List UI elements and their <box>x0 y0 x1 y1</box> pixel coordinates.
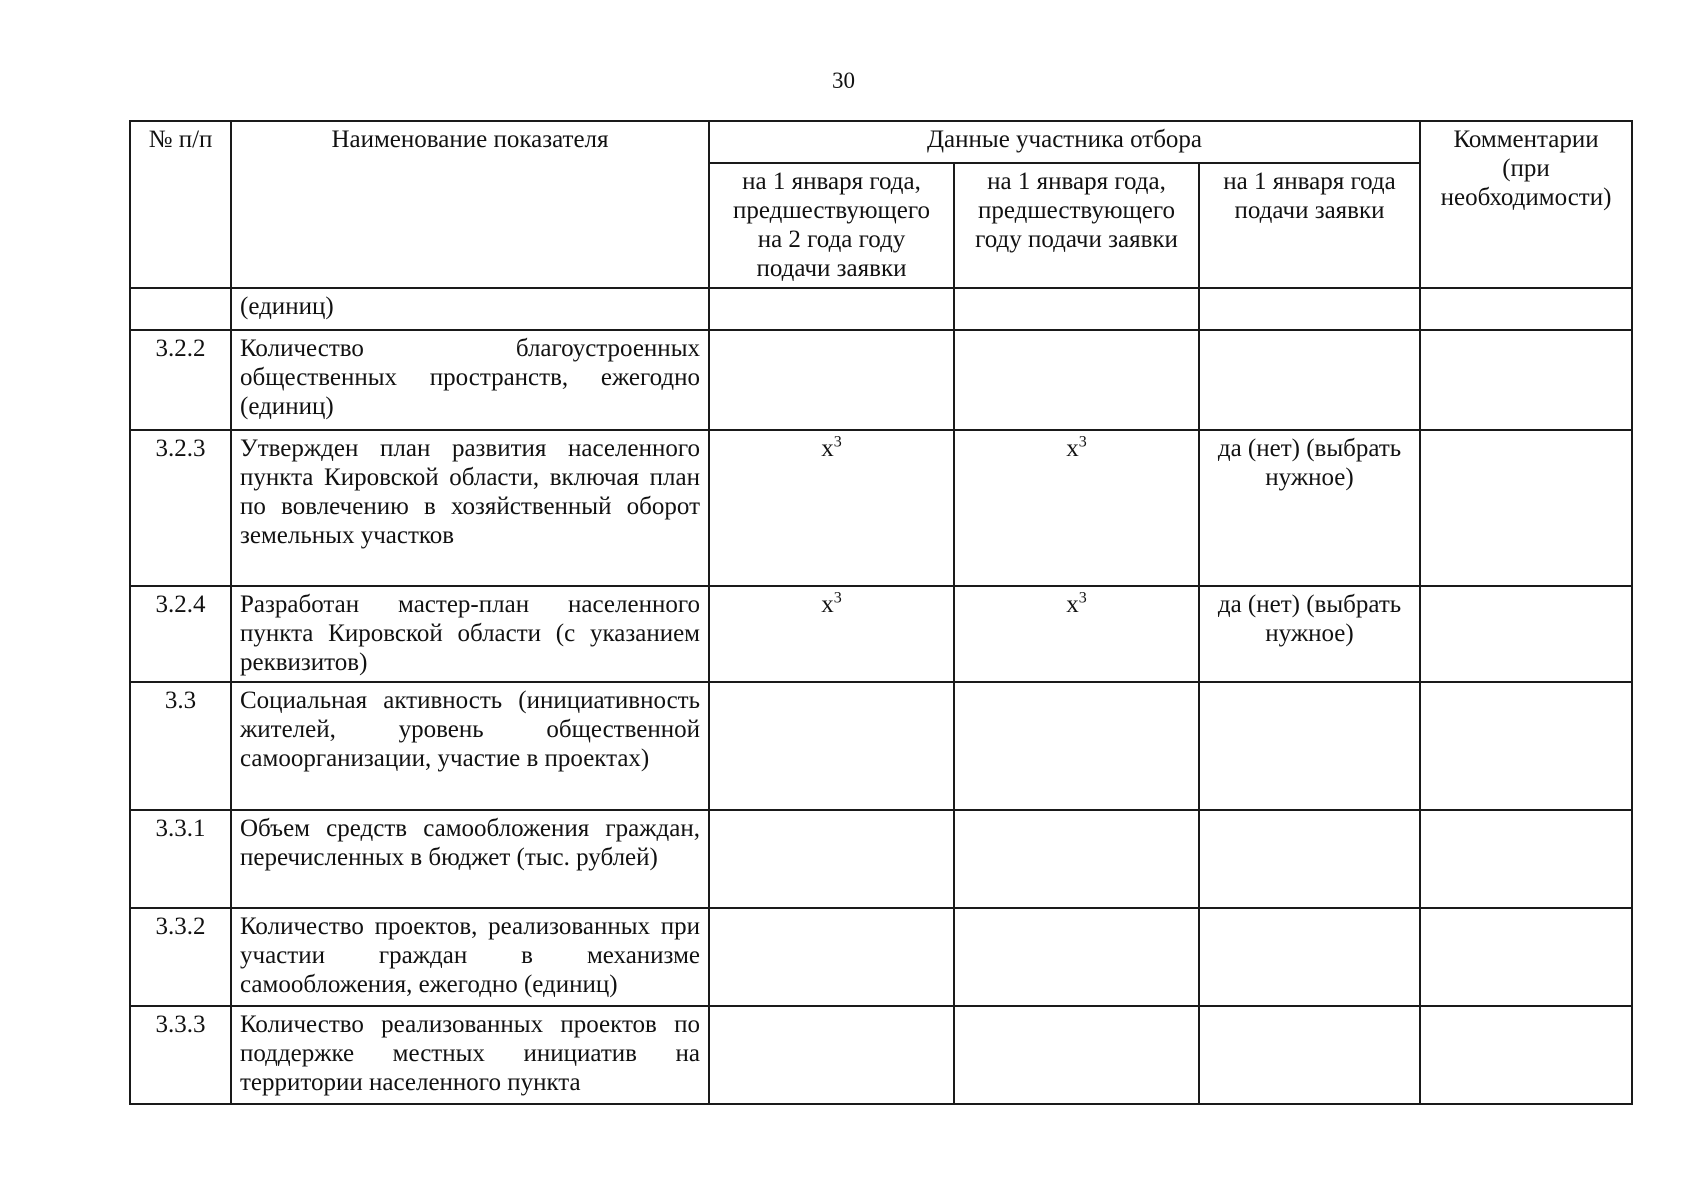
row-comment <box>1420 908 1632 1006</box>
row-value-2 <box>954 430 1199 586</box>
footnote-mark: 3 <box>833 433 842 451</box>
row-value-2 <box>954 908 1199 1006</box>
table-row <box>130 288 1632 330</box>
row-name: (единиц) <box>231 288 709 330</box>
row-value-1 <box>709 810 954 908</box>
row-name: Разработан мастер-план населенного пункта Кировской области (с указанием реквизитов) <box>231 586 709 682</box>
row-comment <box>1420 682 1632 810</box>
header-period-3: на 1 января года подачи заявки <box>1199 163 1420 288</box>
row-name: Количество проектов, реализованных при участии граждан в механизме самообложения, ежегодно (единиц) <box>231 908 709 1006</box>
row-num: 3.3.2 <box>130 908 231 1006</box>
row-comment <box>1420 430 1632 586</box>
table-row <box>130 586 1632 682</box>
header-num: № п/п <box>130 121 231 288</box>
header-period-2: на 1 января года, предшествующего году подачи заявки <box>954 163 1199 288</box>
row-num: 3.2.2 <box>130 330 231 430</box>
row-value-3: да (нет) (выбрать нужное) <box>1199 430 1420 586</box>
row-name: Утвержден план развития населенного пункта Кировской области, включая план по вовлечению в хозяйственный оборот земельных участков <box>231 430 709 586</box>
row-value-1 <box>709 586 954 682</box>
value-text: x <box>821 435 834 462</box>
row-name: Объем средств самообложения граждан, перечисленных в бюджет (тыс. рублей) <box>231 810 709 908</box>
row-value-2 <box>954 810 1199 908</box>
row-value-2 <box>954 330 1199 430</box>
row-value-1 <box>709 682 954 810</box>
row-value-3 <box>1199 682 1420 810</box>
row-num: 3.3 <box>130 682 231 810</box>
row-value-3 <box>1199 288 1420 330</box>
header-period-1: на 1 января года, предшествующего на 2 года году подачи заявки <box>709 163 954 288</box>
row-value-1 <box>709 288 954 330</box>
row-value-3 <box>1199 330 1420 430</box>
value-text: x <box>1066 591 1079 618</box>
footnote-mark: 3 <box>1078 589 1087 607</box>
row-comment <box>1420 810 1632 908</box>
row-num <box>130 288 231 330</box>
row-value-3 <box>1199 1006 1420 1104</box>
row-name: Количество реализованных проектов по поддержке местных инициатив на территории населенного пункта <box>231 1006 709 1104</box>
row-value-2 <box>954 1006 1199 1104</box>
row-value-3 <box>1199 908 1420 1006</box>
table-row <box>130 810 1632 908</box>
page-number: 30 <box>832 68 855 93</box>
row-num: 3.3.1 <box>130 810 231 908</box>
indicator-table <box>129 120 1633 1105</box>
table-row <box>130 430 1632 586</box>
footnote-mark: 3 <box>833 589 842 607</box>
table-row <box>130 908 1632 1006</box>
header-comment: Комментарии (при необходимости) <box>1420 121 1632 288</box>
row-num: 3.3.3 <box>130 1006 231 1104</box>
table-row <box>130 330 1632 430</box>
value-text: x <box>821 591 834 618</box>
row-value-1 <box>709 330 954 430</box>
value-text: x <box>1066 435 1079 462</box>
row-value-1 <box>709 908 954 1006</box>
row-comment <box>1420 1006 1632 1104</box>
row-value-1 <box>709 1006 954 1104</box>
row-name: Социальная активность (инициативность жителей, уровень общественной самоорганизации, участие в проектах) <box>231 682 709 810</box>
row-value-3: да (нет) (выбрать нужное) <box>1199 586 1420 682</box>
row-num: 3.2.3 <box>130 430 231 586</box>
row-value-2 <box>954 682 1199 810</box>
row-comment <box>1420 586 1632 682</box>
row-num: 3.2.4 <box>130 586 231 682</box>
row-name: Количество благоустроенных общественных пространств, ежегодно (единиц) <box>231 330 709 430</box>
table-row <box>130 682 1632 810</box>
row-comment <box>1420 330 1632 430</box>
row-value-2 <box>954 586 1199 682</box>
footnote-mark: 3 <box>1078 433 1087 451</box>
header-name: Наименование показателя <box>231 121 709 288</box>
row-comment <box>1420 288 1632 330</box>
row-value-2 <box>954 288 1199 330</box>
row-value-3 <box>1199 810 1420 908</box>
row-value-1 <box>709 430 954 586</box>
table-row <box>130 1006 1632 1104</box>
header-participant-data: Данные участника отбора <box>709 121 1420 163</box>
